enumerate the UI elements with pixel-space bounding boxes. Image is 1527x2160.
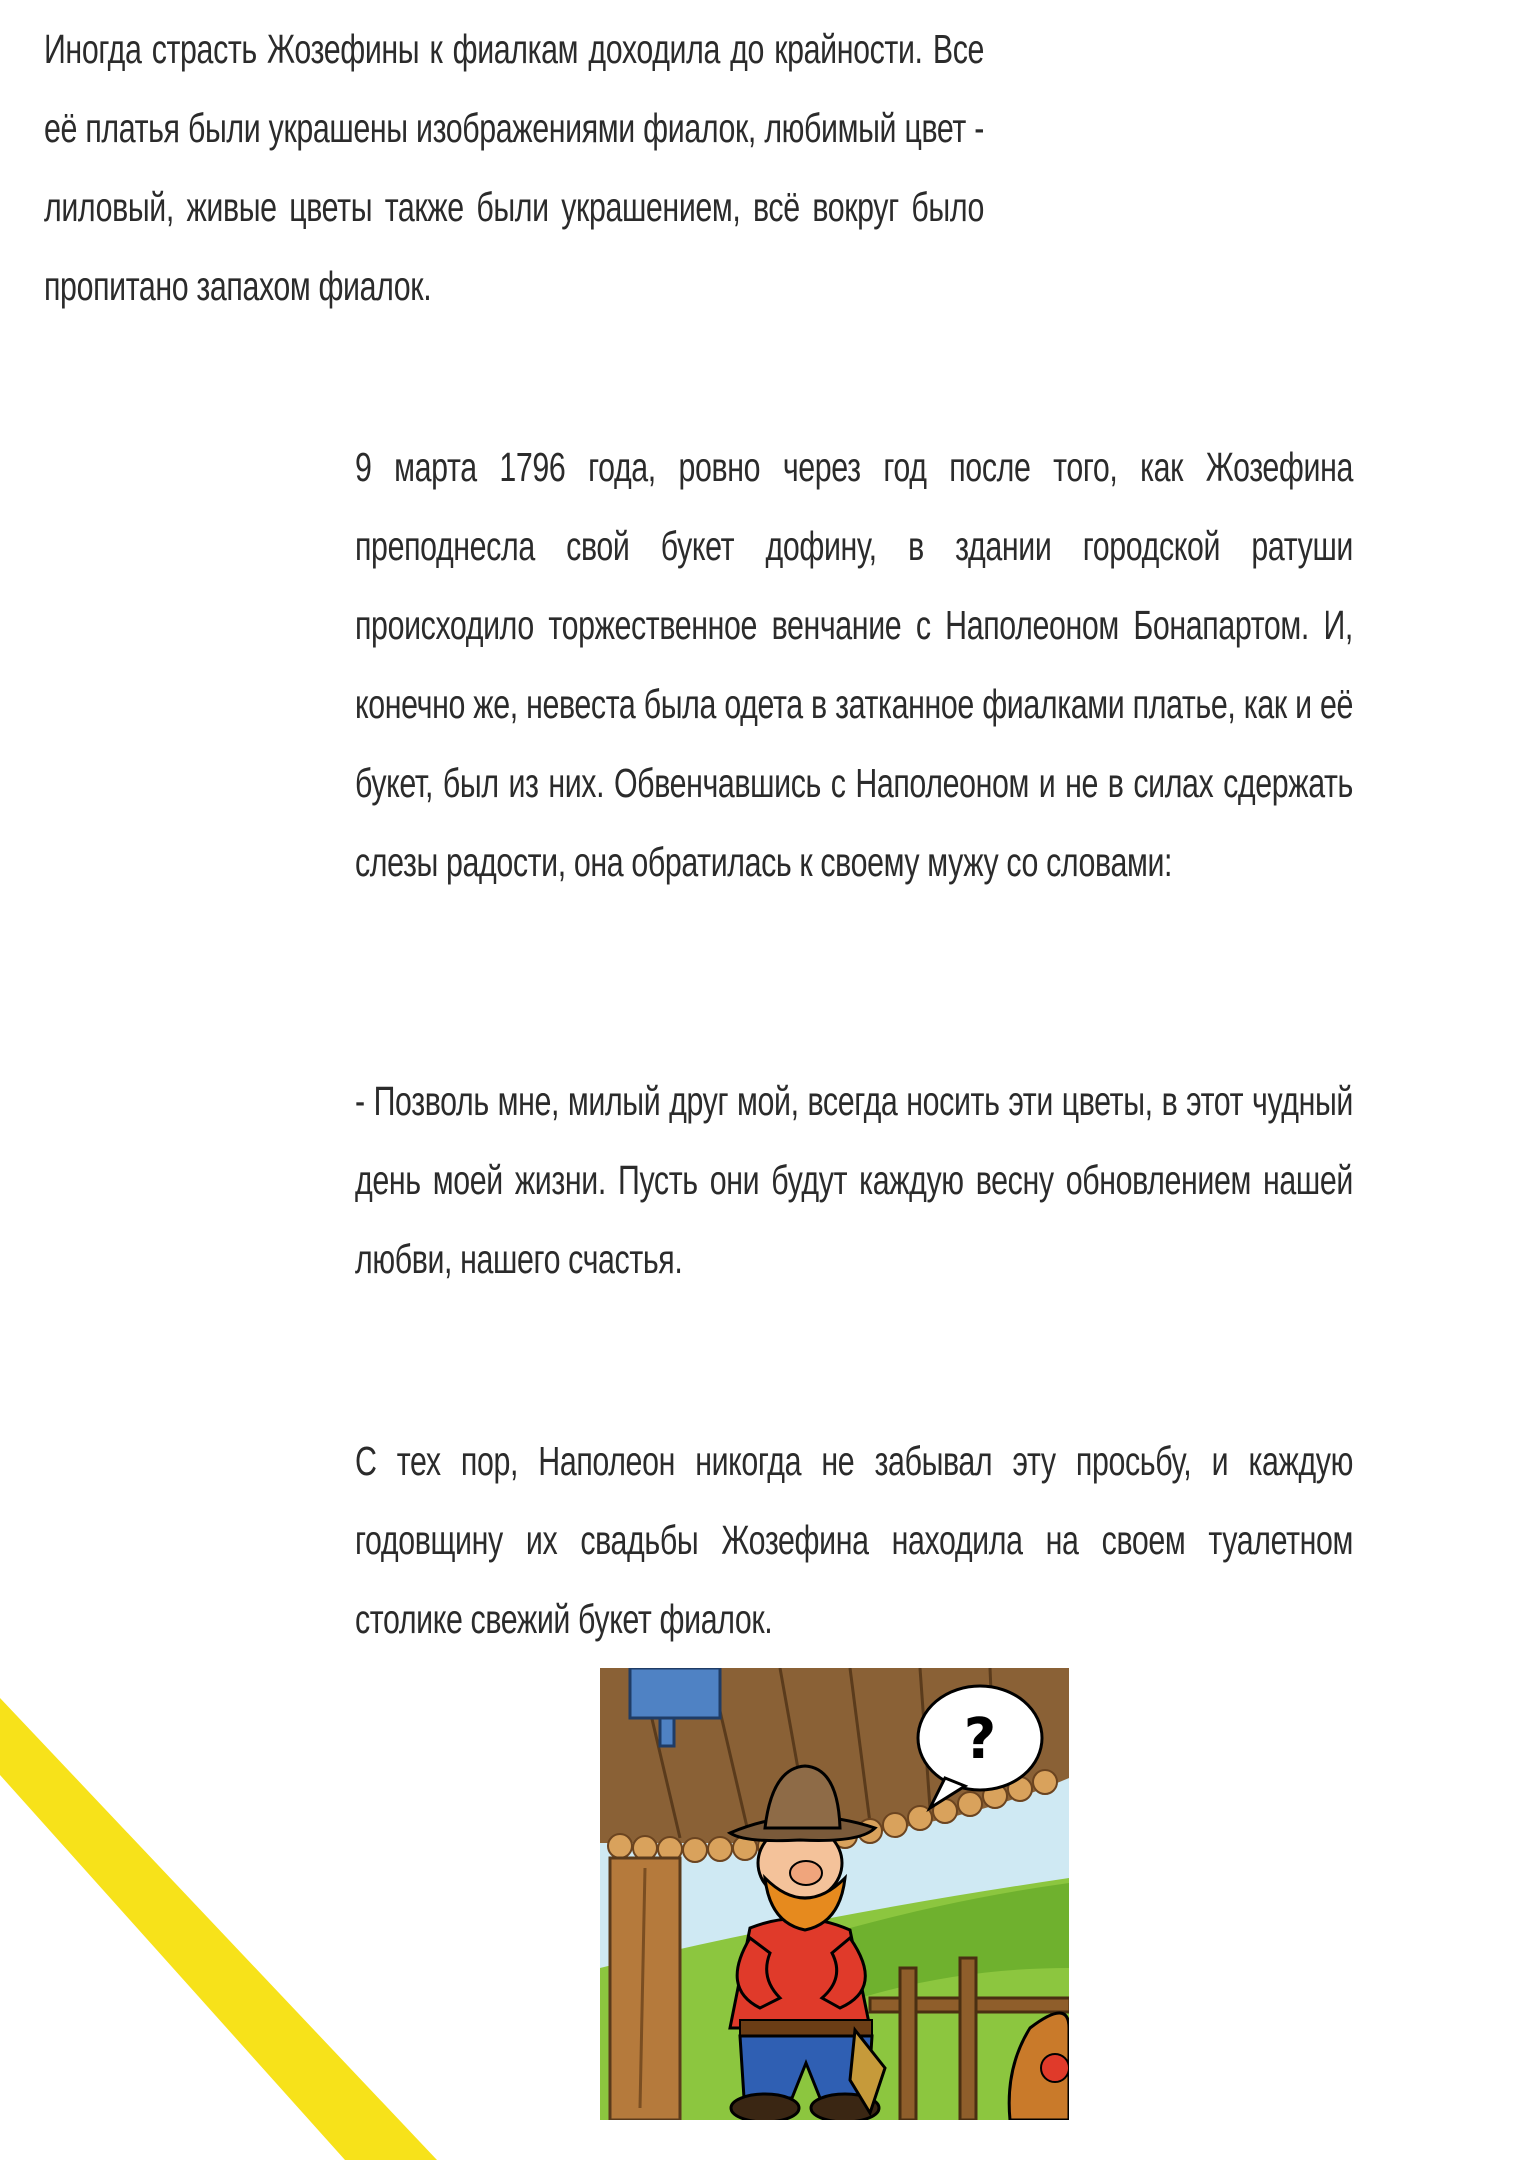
speech-bubble-question-mark: ?: [963, 1707, 997, 1772]
paragraph-anniversary-bouquet: С тех пор, Наполеон никогда не забывал эту просьбу, и каждую годовщину их свадьбы Жозефина находила на своем туалетном столике свежий букет фиалок.: [355, 1438, 1353, 1642]
paragraph-wedding: 9 марта 1796 года, ровно через год после того, как Жозефина преподнесла свой букет дофину, в здании городской ратуши происходило торжественное венчание с Наполеоном Бонапартом. И, конечно же, невеста была одета в затканное фиалками платье, как и её букет, был из них. Обвенчавшись с Наполеоном и не в силах сдержать слезы радости, она обратилась к своему мужу со словами:: [355, 444, 1353, 885]
comic-illustration: [600, 1668, 1069, 2120]
paragraph-violets-passion: Иногда страсть Жозефины к фиалкам доходила до крайности. Все её платья были украшены изображениями фиалок, любимый цвет - лиловый, живые цветы также были украшением, всё вокруг было пропитано запахом фиалок.: [44, 26, 984, 309]
paragraph-josephine-quote: - Позволь мне, милый друг мой, всегда носить эти цветы, в этот чудный день моей жизни. Пусть они будут каждую весну обновлением нашей любви, нашего счастья.: [355, 1078, 1353, 1282]
